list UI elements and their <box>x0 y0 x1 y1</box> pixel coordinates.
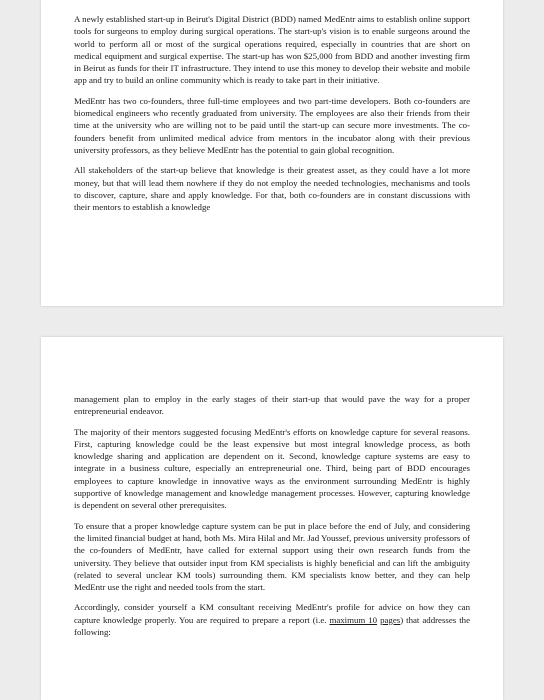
assignment-text-start: Accordingly, consider yourself a KM consultant receiving MedEntr's profile for advice on how they can capture knowledge properly. You are required to prepare a report (i.e. <box>74 602 470 625</box>
assignment-pages-underlined: pages <box>380 614 401 625</box>
paragraph-continuation: management plan to employ in the early stages of their start-up that would pave the way for a proper entrepreneurial endeavor. <box>74 394 470 417</box>
paragraph-external-support: To ensure that a proper knowledge capture system can be put in place before the end of July, and considering the limited financial budget at hand, both Ms. Mira Hilal and Mr. Jad Youssef, previous university professors of the co-founders of MedEntr, have called for external support using their own research funds from the university. They believe that outsider input from KM specialists is highly beneficial and can lift the ambiguity (related to several unclear KM tools) surrounding them. KM specialists know better, and they can help MedEntr use the right and needed tools from the start. <box>74 520 470 593</box>
paragraph-team: MedEntr has two co-founders, three full-time employees and two part-time developers. Both co-founders are biomedical engineers who recently graduated from university. The employees are also their friends from their time at the university who are willing not to be paid until the start-up can secure more investments. The co-founders benefit from unlimited medical advice from mentors in the incubator along with their previous university professors, as they believe MedEntr has the potential to gain global recognition. <box>74 95 470 155</box>
document-page-2 <box>41 337 503 700</box>
paragraph-mentors: The majority of their mentors suggested focusing MedEntr's efforts on knowledge capture for several reasons. First, capturing knowledge could be the least expensive but most integral knowledge process, as both knowledge sharing and application are dependent on it. Second, knowledge capture systems are easy to integrate in a business culture, especially an entrepreneurial one. Third, being part of BDD encourages employees to capture knowledge in innovative ways as the environment surrounding MedEntr is highly supportive of knowledge management and knowledge management processes. However, capturing knowledge is dependent on several other prerequisites. <box>74 426 470 511</box>
paragraph-intro: A newly established start-up in Beirut's Digital District (BDD) named MedEntr aims to establish online support tools for surgeons to employ during surgical operations. The start-up's vision is to enable surgeons around the world to perform all or most of the surgical operations required, especially in countries that are short on medical equipment and surgical expertise. The start-up has won $25,000 from BDD and another investing firm in Beirut as funds for their IT infrastructure. They intend to use this money to develop their website and mobile app and try to build an online community which is ready to take part in their initiative. <box>74 14 470 86</box>
assignment-text-end: ) that addresses the following: <box>74 614 470 638</box>
paragraph-assignment <box>74 601 470 638</box>
paragraph-knowledge-asset: All stakeholders of the start-up believe that knowledge is their greatest asset, as they could have a lot more money, but that will lead them nowhere if they do not employ the needed technologies, mechanisms and tools to discover, capture, share and apply knowledge. For that, both co-founders are in constant discussions with their mentors to establish a knowledge <box>74 165 470 213</box>
assignment-limit-underlined: maximum 10 <box>329 614 378 625</box>
document-page-1 <box>41 0 503 306</box>
